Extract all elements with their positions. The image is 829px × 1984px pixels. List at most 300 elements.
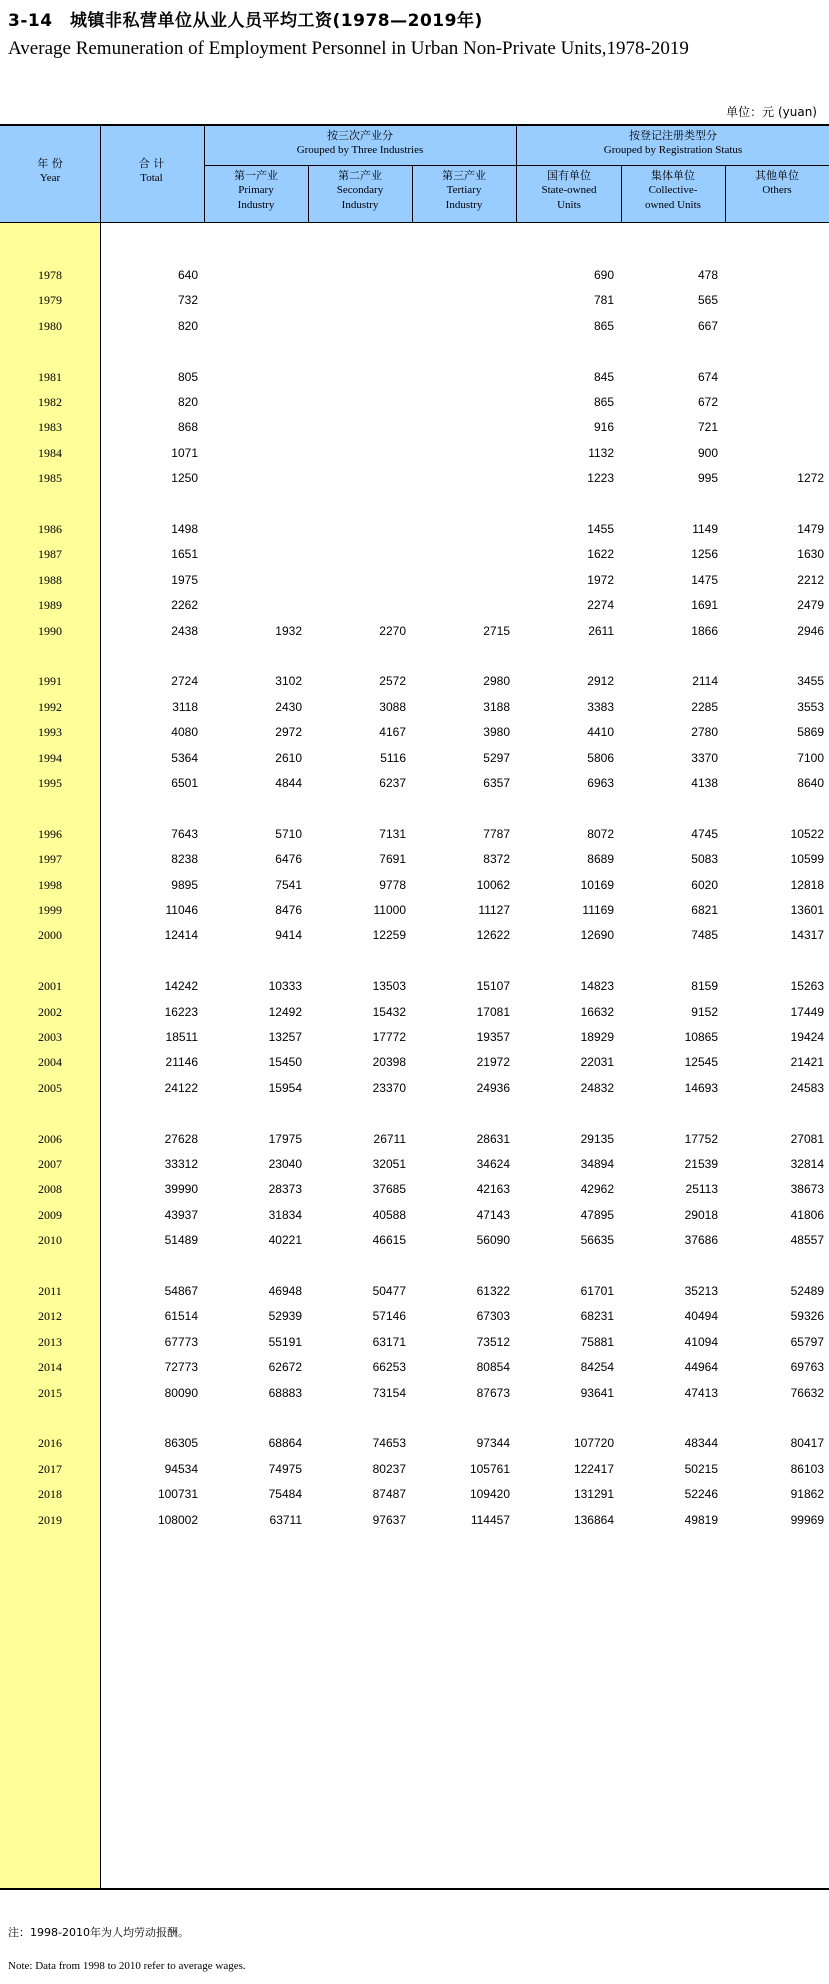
table-row — [0, 395, 829, 415]
collective-cell: 4745 — [691, 826, 718, 841]
others-cell: 76632 — [790, 1385, 824, 1400]
collective-cell: 3370 — [691, 750, 718, 765]
secondary-cell: 37685 — [372, 1182, 406, 1197]
collective-cell: 6821 — [691, 903, 718, 917]
state-owned-cell: 845 — [593, 369, 614, 384]
collective-cell: 2285 — [691, 699, 718, 714]
header-divider — [412, 165, 413, 223]
header-tertiary: 第三产业 Tertiary Industry — [442, 169, 486, 211]
primary-cell: 40221 — [268, 1233, 302, 1248]
collective-cell: 21539 — [684, 1157, 718, 1171]
unit-label: 单位：元 (yuan) — [726, 105, 817, 119]
total-cell: 51489 — [164, 1233, 198, 1248]
primary-cell: 23040 — [268, 1157, 302, 1171]
state-owned-cell: 16632 — [580, 1004, 614, 1019]
tertiary-cell: 56090 — [476, 1233, 510, 1248]
year-cell: 2009 — [38, 1207, 62, 1222]
header-secondary: 第二产业 Secondary Industry — [336, 169, 384, 211]
others-cell: 3553 — [797, 699, 824, 714]
table-row — [0, 1055, 829, 1075]
year-cell: 2002 — [38, 1004, 62, 1019]
page-title-cn: 3-14 城镇非私营单位从业人员平均工资(1978—2019年) — [8, 11, 483, 31]
table-row — [0, 1208, 829, 1228]
tertiary-cell: 80854 — [476, 1360, 510, 1375]
collective-cell: 6020 — [691, 877, 718, 892]
total-cell: 43937 — [164, 1207, 198, 1222]
tertiary-cell: 42163 — [476, 1182, 510, 1197]
primary-cell: 63711 — [269, 1512, 302, 1527]
header-group-registration: 按登记注册类型分 Grouped by Registration Status — [603, 129, 743, 156]
secondary-cell: 9778 — [379, 877, 406, 892]
secondary-cell: 7691 — [379, 852, 406, 867]
table-row — [0, 852, 829, 872]
table-row — [0, 878, 829, 898]
state-owned-cell: 1132 — [588, 445, 614, 460]
secondary-cell: 20398 — [372, 1055, 406, 1070]
state-owned-cell: 61701 — [580, 1284, 614, 1298]
primary-cell: 9414 — [275, 928, 302, 943]
table-row — [0, 1487, 829, 1507]
year-cell: 1983 — [38, 420, 62, 435]
collective-cell: 672 — [697, 395, 718, 409]
year-cell: 1978 — [38, 268, 62, 282]
total-cell: 54867 — [164, 1284, 198, 1298]
year-cell: 2011 — [38, 1284, 62, 1298]
others-cell: 86103 — [790, 1461, 824, 1476]
year-cell: 2003 — [38, 1030, 62, 1044]
header-subrule — [204, 165, 829, 166]
collective-cell: 25113 — [685, 1182, 718, 1197]
secondary-cell: 66253 — [372, 1360, 406, 1375]
total-cell: 14242 — [164, 979, 198, 994]
secondary-cell: 73154 — [372, 1385, 406, 1400]
collective-cell: 14693 — [684, 1080, 718, 1095]
others-cell: 3455 — [797, 674, 824, 689]
collective-cell: 995 — [697, 471, 718, 486]
year-cell: 2005 — [38, 1080, 62, 1095]
collective-cell: 9152 — [691, 1004, 718, 1019]
collective-cell: 29018 — [684, 1207, 718, 1222]
tertiary-cell: 24936 — [476, 1080, 510, 1095]
others-cell: 24583 — [790, 1080, 824, 1095]
primary-cell: 2430 — [275, 699, 302, 714]
others-cell: 12818 — [790, 877, 824, 892]
tertiary-cell: 12622 — [476, 928, 510, 943]
state-owned-cell: 2912 — [587, 674, 614, 689]
tertiary-cell: 3980 — [483, 725, 510, 740]
collective-cell: 37686 — [684, 1233, 718, 1248]
table-row — [0, 827, 829, 847]
total-cell: 820 — [177, 318, 198, 333]
primary-cell: 1932 — [275, 623, 302, 638]
note-en: Note: Data from 1998 to 2010 refer to average wages. — [8, 1960, 246, 1972]
others-cell: 41806 — [790, 1207, 824, 1222]
table-row — [0, 1233, 829, 1253]
others-cell: 14317 — [790, 928, 824, 943]
collective-cell: 40494 — [684, 1309, 718, 1324]
secondary-cell: 17772 — [372, 1030, 406, 1044]
total-cell: 1651 — [171, 547, 198, 562]
table-row — [0, 1081, 829, 1101]
table-row — [0, 928, 829, 948]
header-collective: 集体单位 Collective- owned Units — [645, 169, 701, 211]
table-row — [0, 674, 829, 694]
tertiary-cell: 73512 — [476, 1334, 510, 1349]
year-cell: 1986 — [38, 522, 62, 536]
total-cell: 1975 — [171, 572, 198, 587]
collective-cell: 10865 — [684, 1030, 718, 1044]
year-cell: 1999 — [38, 903, 62, 917]
year-cell: 1992 — [38, 699, 62, 714]
year-cell: 1988 — [38, 572, 62, 587]
year-cell: 1981 — [38, 369, 62, 384]
secondary-cell: 46615 — [372, 1233, 406, 1248]
total-cell: 805 — [177, 369, 198, 384]
total-cell: 4080 — [171, 725, 198, 740]
others-cell: 8640 — [797, 776, 824, 790]
header-divider — [308, 165, 309, 223]
state-owned-cell: 18929 — [580, 1030, 614, 1044]
total-cell: 2724 — [171, 674, 198, 689]
secondary-cell: 63171 — [372, 1334, 406, 1349]
total-cell: 72773 — [164, 1360, 198, 1375]
year-cell: 1980 — [38, 318, 62, 333]
others-cell: 52489 — [790, 1284, 824, 1298]
total-cell: 1071 — [171, 445, 198, 460]
secondary-cell: 2270 — [379, 623, 406, 638]
tertiary-cell: 114457 — [470, 1512, 510, 1527]
year-cell: 1993 — [38, 725, 62, 740]
total-cell: 732 — [177, 293, 198, 308]
state-owned-cell: 56635 — [580, 1233, 614, 1248]
others-cell: 32814 — [790, 1157, 824, 1171]
others-cell: 69763 — [790, 1360, 824, 1375]
tertiary-cell: 47143 — [476, 1207, 510, 1222]
primary-cell: 5710 — [275, 826, 302, 841]
collective-cell: 4138 — [691, 776, 718, 790]
collective-cell: 1475 — [691, 572, 718, 587]
secondary-cell: 74653 — [372, 1436, 406, 1451]
header-primary: 第一产业 Primary Industry — [234, 169, 278, 211]
table-row — [0, 624, 829, 644]
table-row — [0, 1030, 829, 1050]
primary-cell: 75484 — [268, 1487, 302, 1502]
state-owned-cell: 131291 — [573, 1487, 614, 1502]
total-cell: 640 — [177, 268, 198, 282]
total-cell: 5364 — [171, 750, 198, 765]
table-row — [0, 319, 829, 339]
tertiary-cell: 61322 — [476, 1284, 510, 1298]
secondary-cell: 12259 — [372, 928, 406, 943]
state-owned-cell: 75881 — [580, 1334, 614, 1349]
year-cell: 2008 — [38, 1182, 62, 1197]
total-cell: 108002 — [157, 1512, 198, 1527]
collective-cell: 50215 — [684, 1461, 718, 1476]
table-body — [0, 223, 829, 1888]
total-cell: 6501 — [171, 776, 198, 790]
table-row — [0, 1309, 829, 1329]
primary-cell: 10333 — [268, 979, 302, 994]
header-year: 年 份 Year — [37, 157, 63, 184]
table-row — [0, 1132, 829, 1152]
state-owned-cell: 68231 — [580, 1309, 614, 1324]
collective-cell: 41094 — [684, 1334, 718, 1349]
table-row — [0, 751, 829, 771]
state-owned-cell: 24832 — [580, 1080, 614, 1095]
state-owned-cell: 1622 — [587, 547, 614, 562]
year-cell: 1997 — [38, 852, 62, 867]
tertiary-cell: 15107 — [476, 979, 510, 994]
collective-cell: 565 — [697, 293, 718, 308]
state-owned-cell: 6963 — [587, 776, 614, 790]
collective-cell: 721 — [697, 420, 718, 435]
state-owned-cell: 10169 — [580, 877, 614, 892]
others-cell: 59326 — [790, 1309, 824, 1324]
state-owned-cell: 11169 — [582, 903, 614, 917]
tertiary-cell: 10062 — [476, 877, 510, 892]
year-cell: 1982 — [38, 395, 62, 409]
state-owned-cell: 3383 — [587, 699, 614, 714]
tertiary-cell: 34624 — [476, 1157, 510, 1171]
primary-cell: 8476 — [275, 903, 302, 917]
table-row — [0, 776, 829, 796]
state-owned-cell: 107720 — [573, 1436, 614, 1451]
table-row — [0, 1005, 829, 1025]
secondary-cell: 7131 — [379, 826, 406, 841]
secondary-cell: 11000 — [373, 903, 406, 917]
total-cell: 33312 — [164, 1157, 198, 1171]
total-cell: 80090 — [164, 1385, 198, 1400]
table-row — [0, 1284, 829, 1304]
state-owned-cell: 8072 — [587, 826, 614, 841]
primary-cell: 74975 — [268, 1461, 302, 1476]
collective-cell: 35213 — [684, 1284, 718, 1298]
year-cell: 2007 — [38, 1157, 62, 1171]
primary-cell: 4844 — [275, 776, 302, 790]
table-bottom-rule — [0, 1888, 829, 1890]
state-owned-cell: 12690 — [580, 928, 614, 943]
state-owned-cell: 4410 — [587, 725, 614, 740]
collective-cell: 674 — [697, 369, 718, 384]
year-cell: 1991 — [38, 674, 62, 689]
note-cn: 注：1998-2010年为人均劳动报酬。 — [8, 1926, 189, 1939]
header-divider — [516, 126, 517, 223]
year-cell: 2012 — [38, 1309, 62, 1324]
primary-cell: 68883 — [268, 1385, 302, 1400]
primary-cell: 46948 — [268, 1284, 302, 1298]
header-state-owned: 国有单位 State-owned Units — [541, 169, 597, 211]
table-row — [0, 598, 829, 618]
table-row — [0, 1513, 829, 1533]
year-cell: 1987 — [38, 547, 62, 562]
secondary-cell: 97637 — [372, 1512, 406, 1527]
primary-cell: 17975 — [268, 1131, 302, 1146]
year-cell: 2016 — [38, 1436, 62, 1451]
tertiary-cell: 105761 — [469, 1461, 510, 1476]
collective-cell: 1866 — [691, 623, 718, 638]
primary-cell: 6476 — [275, 852, 302, 867]
table-row — [0, 979, 829, 999]
table-row — [0, 1436, 829, 1456]
total-cell: 24122 — [164, 1080, 198, 1095]
year-cell: 1985 — [38, 471, 62, 486]
collective-cell: 7485 — [691, 928, 718, 943]
table-header — [0, 126, 829, 223]
secondary-cell: 15432 — [372, 1004, 406, 1019]
table-row — [0, 1335, 829, 1355]
state-owned-cell: 136864 — [573, 1512, 614, 1527]
state-owned-cell: 5806 — [587, 750, 614, 765]
state-owned-cell: 1972 — [587, 572, 614, 587]
primary-cell: 31834 — [268, 1207, 302, 1222]
collective-cell: 2114 — [692, 674, 718, 689]
tertiary-cell: 2715 — [483, 623, 510, 638]
primary-cell: 13257 — [268, 1030, 302, 1044]
table-row — [0, 446, 829, 466]
total-cell: 18511 — [165, 1030, 198, 1044]
primary-cell: 55191 — [268, 1334, 302, 1349]
others-cell: 10522 — [790, 826, 824, 841]
tertiary-cell: 7787 — [483, 826, 510, 841]
tertiary-cell: 11127 — [478, 903, 510, 917]
secondary-cell: 3088 — [379, 699, 406, 714]
year-cell: 1989 — [38, 598, 62, 613]
total-cell: 9895 — [171, 877, 198, 892]
secondary-cell: 13503 — [372, 979, 406, 994]
year-cell: 2019 — [38, 1512, 62, 1527]
year-cell: 2000 — [38, 928, 62, 943]
state-owned-cell: 14823 — [580, 979, 614, 994]
primary-cell: 15954 — [268, 1080, 302, 1095]
table-row — [0, 420, 829, 440]
collective-cell: 52246 — [684, 1487, 718, 1502]
table-row — [0, 1386, 829, 1406]
tertiary-cell: 3188 — [483, 699, 510, 714]
year-cell: 2015 — [38, 1385, 62, 1400]
table-row — [0, 268, 829, 288]
page-title-en: Average Remuneration of Employment Personnel in Urban Non-Private Units,1978-2019 — [8, 38, 689, 59]
total-cell: 16223 — [164, 1004, 198, 1019]
others-cell: 10599 — [790, 852, 824, 867]
total-cell: 3118 — [172, 699, 198, 714]
collective-cell: 1256 — [691, 547, 718, 562]
tertiary-cell: 6357 — [483, 776, 510, 790]
year-cell: 2014 — [38, 1360, 62, 1375]
total-cell: 7643 — [171, 826, 198, 841]
others-cell: 1630 — [797, 547, 824, 562]
state-owned-cell: 47895 — [580, 1207, 614, 1222]
primary-cell: 62672 — [268, 1360, 302, 1375]
primary-cell: 52939 — [268, 1309, 302, 1324]
others-cell: 80417 — [790, 1436, 824, 1451]
others-cell: 2946 — [797, 623, 824, 638]
state-owned-cell: 42962 — [580, 1182, 614, 1197]
collective-cell: 47413 — [684, 1385, 718, 1400]
year-cell: 1984 — [38, 445, 62, 460]
state-owned-cell: 34894 — [580, 1157, 614, 1171]
secondary-cell: 4167 — [379, 725, 406, 740]
secondary-cell: 80237 — [372, 1461, 406, 1476]
tertiary-cell: 2980 — [483, 674, 510, 689]
primary-cell: 7541 — [275, 877, 302, 892]
secondary-cell: 87487 — [372, 1487, 406, 1502]
table-row — [0, 573, 829, 593]
table-row — [0, 370, 829, 390]
total-cell: 11046 — [165, 903, 198, 917]
primary-cell: 68864 — [268, 1436, 302, 1451]
total-cell: 2262 — [171, 598, 198, 613]
header-total: 合 计 Total — [138, 157, 165, 184]
total-cell: 67773 — [164, 1334, 198, 1349]
total-cell: 27628 — [164, 1131, 198, 1146]
table-row — [0, 903, 829, 923]
year-cell: 1994 — [38, 750, 62, 765]
others-cell: 91862 — [790, 1487, 824, 1502]
year-cell: 2006 — [38, 1131, 62, 1146]
others-cell: 7100 — [797, 750, 824, 765]
state-owned-cell: 93641 — [580, 1385, 614, 1400]
state-owned-cell: 8689 — [587, 852, 614, 867]
header-others: 其他单位 Others — [755, 169, 799, 196]
others-cell: 17449 — [790, 1004, 824, 1019]
secondary-cell: 26711 — [373, 1131, 406, 1146]
table-row — [0, 547, 829, 567]
secondary-cell: 32051 — [372, 1157, 406, 1171]
tertiary-cell: 97344 — [476, 1436, 510, 1451]
year-cell: 2017 — [38, 1461, 62, 1476]
tertiary-cell: 67303 — [476, 1309, 510, 1324]
total-cell: 8238 — [171, 852, 198, 867]
table-row — [0, 1462, 829, 1482]
table-row — [0, 522, 829, 542]
collective-cell: 17752 — [684, 1131, 718, 1146]
tertiary-cell: 17081 — [476, 1004, 510, 1019]
total-cell: 1498 — [171, 522, 198, 536]
year-cell: 1998 — [38, 877, 62, 892]
others-cell: 19424 — [790, 1030, 824, 1044]
collective-cell: 2780 — [691, 725, 718, 740]
collective-cell: 49819 — [684, 1512, 718, 1527]
others-cell: 13601 — [790, 903, 824, 917]
others-cell: 65797 — [790, 1334, 824, 1349]
header-group-industries: 按三次产业分 Grouped by Three Industries — [296, 129, 424, 156]
state-owned-cell: 2274 — [587, 598, 614, 613]
collective-cell: 478 — [697, 268, 718, 282]
others-cell: 99969 — [790, 1512, 824, 1527]
year-cell: 1990 — [38, 623, 62, 638]
state-owned-cell: 865 — [593, 395, 614, 409]
secondary-cell: 23370 — [372, 1080, 406, 1095]
header-divider — [621, 165, 622, 223]
header-divider — [204, 126, 205, 223]
others-cell: 48557 — [790, 1233, 824, 1248]
collective-cell: 44964 — [684, 1360, 718, 1375]
table-row — [0, 1157, 829, 1177]
others-cell: 5869 — [797, 725, 824, 740]
header-divider — [725, 165, 726, 223]
total-cell: 94534 — [164, 1461, 198, 1476]
table-row — [0, 471, 829, 491]
year-cell: 2013 — [38, 1334, 62, 1349]
state-owned-cell: 1455 — [587, 522, 614, 536]
table-row — [0, 293, 829, 313]
primary-cell: 15450 — [268, 1055, 302, 1070]
tertiary-cell: 109420 — [469, 1487, 510, 1502]
collective-cell: 900 — [697, 445, 718, 460]
primary-cell: 3102 — [275, 674, 302, 689]
collective-cell: 1691 — [691, 598, 718, 613]
state-owned-cell: 29135 — [580, 1131, 614, 1146]
